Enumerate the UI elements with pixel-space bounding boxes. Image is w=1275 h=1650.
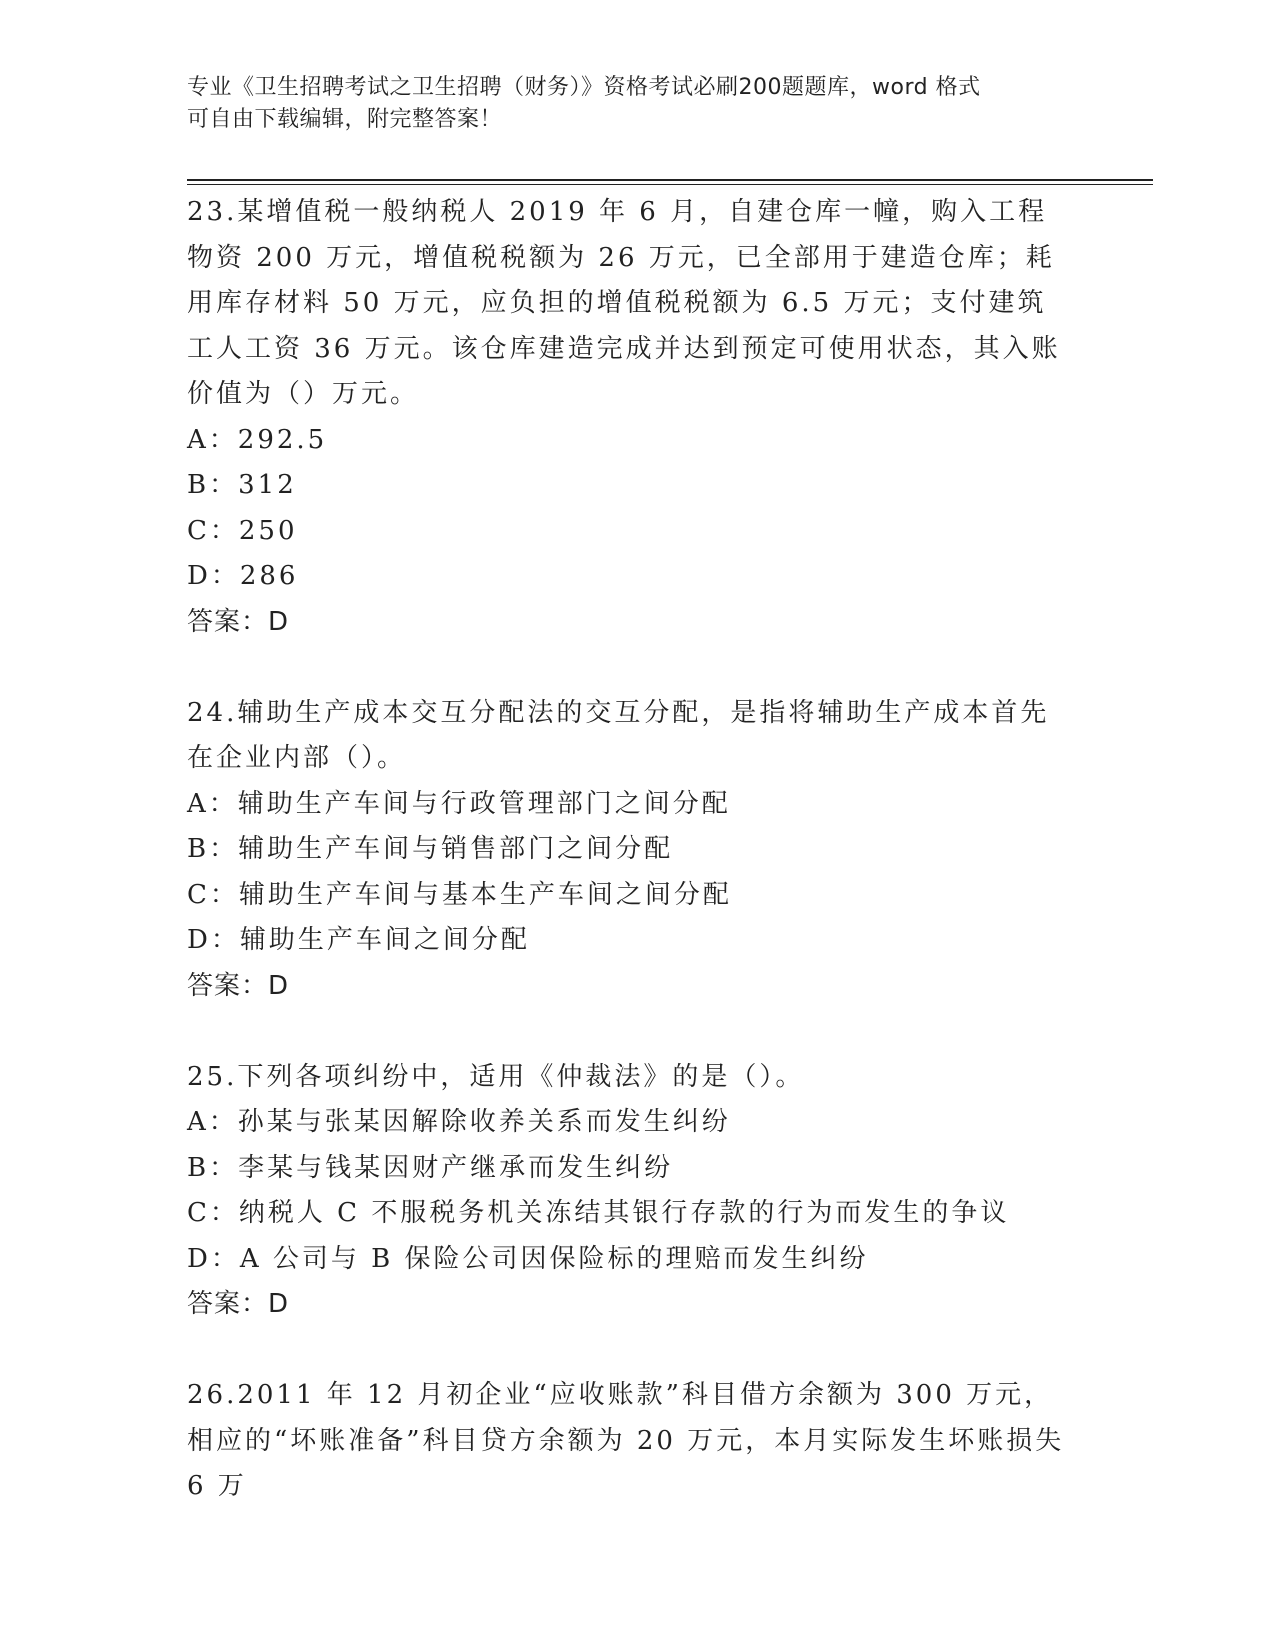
option-d: D：A 公司与 B 保险公司因保险标的理赔而发生纠纷 xyxy=(187,1243,869,1274)
header-divider-thick xyxy=(187,179,1153,181)
question-23 xyxy=(187,190,1067,645)
option-b: B：312 xyxy=(187,470,297,500)
option-d: D：286 xyxy=(187,561,299,591)
option-c: C：辅助生产车间与基本生产车间之间分配 xyxy=(187,879,732,910)
document-header xyxy=(187,72,1067,136)
header-divider-thin xyxy=(187,184,1153,185)
question-25 xyxy=(187,1055,1067,1328)
option-a: A：辅助生产车间与行政管理部门之间分配 xyxy=(187,788,731,819)
question-list xyxy=(187,190,1067,1555)
header-line-1: 专业《卫生招聘考试之卫生招聘（财务）》资格考试必刷200题题库，word 格式 xyxy=(187,75,981,100)
option-b: B：辅助生产车间与销售部门之间分配 xyxy=(187,834,674,864)
option-a: A：孙某与张某因解除收养关系而发生纠纷 xyxy=(187,1107,731,1137)
question-stem: 24.辅助生产成本交互分配法的交互分配，是指将辅助生产成本首先在企业内部（）。 xyxy=(187,697,1050,773)
answer-label: 答案：D xyxy=(187,970,290,1001)
answer-label: 答案：D xyxy=(187,1289,290,1319)
header-line-2: 可自由下载编辑，附完整答案！ xyxy=(187,107,503,132)
question-stem: 26.2011 年 12 月初企业“应收账款”科目借方余额为 300 万元，相应的“坏账准备”科目贷方余额为 20 万元，本月实际发生坏账损失 6 万 xyxy=(187,1380,1065,1501)
option-c: C：纳税人 C 不服税务机关冻结其银行存款的行为而发生的争议 xyxy=(187,1198,1010,1228)
answer-label: 答案：D xyxy=(187,606,290,637)
question-24 xyxy=(187,691,1067,1010)
question-stem: 25.下列各项纠纷中，适用《仲裁法》的是（）。 xyxy=(187,1061,805,1092)
question-26 xyxy=(187,1373,1067,1510)
option-b: B：李某与钱某因财产继承而发生纠纷 xyxy=(187,1152,674,1183)
option-c: C：250 xyxy=(187,515,298,546)
option-a: A：292.5 xyxy=(187,424,328,455)
option-d: D：辅助生产车间之间分配 xyxy=(187,925,530,955)
question-stem: 23.某增值税一般纳税人 2019 年 6 月，自建仓库一幢，购入工程物资 200 万元，增值税税额为 26 万元，已全部用于建造仓库；耗用库存材料 50 万元，应负担的增值税税额为 6.5 万元；支付建筑工人工资 36 万元。该仓库建造完成并达到预定可使用状态，其入账价值为（）万元。 xyxy=(187,197,1061,409)
